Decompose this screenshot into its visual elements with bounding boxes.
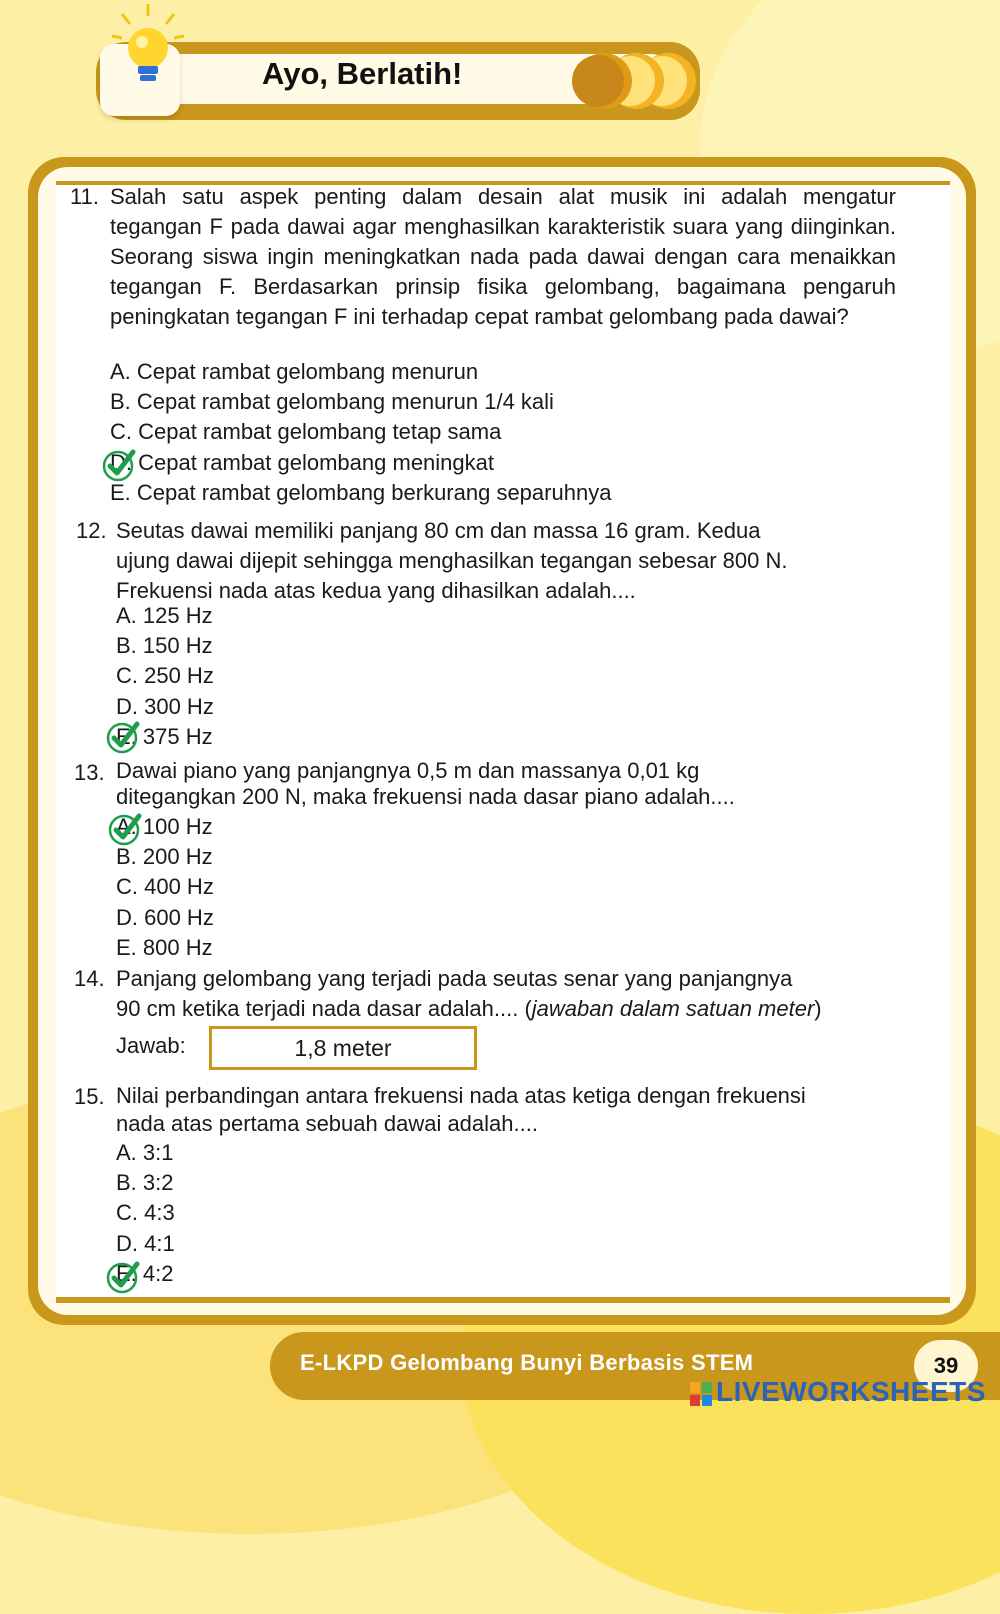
footer-title: E-LKPD Gelombang Bunyi Berbasis STEM	[300, 1350, 754, 1375]
option-d[interactable]: D. 4:1	[116, 1230, 175, 1256]
answer-label: Jawab:	[116, 1033, 186, 1058]
option-c[interactable]: C. Cepat rambat gelombang tetap sama	[110, 419, 502, 445]
question-number: 13.	[74, 760, 105, 785]
option-b[interactable]: B. Cepat rambat gelombang menurun 1/4 kali	[110, 389, 554, 415]
option-b[interactable]: B. 200 Hz	[116, 844, 213, 870]
question-number: 15.	[74, 1084, 105, 1109]
question-12	[76, 516, 946, 606]
options-q11	[110, 357, 611, 508]
question-14	[74, 964, 944, 1024]
coins-decoration	[572, 48, 702, 114]
question-13	[74, 758, 944, 810]
question-text-line: 90 cm ketika terjadi nada dasar adalah.... (jawaban dalam satuan meter)	[116, 996, 822, 1021]
option-e[interactable]: E. 4:2	[116, 1260, 174, 1286]
option-c[interactable]: C. 250 Hz	[116, 663, 214, 689]
lightbulb-icon	[108, 0, 188, 110]
option-e[interactable]: E. 800 Hz	[116, 934, 213, 960]
question-number: 14.	[74, 966, 105, 991]
option-c[interactable]: C. 400 Hz	[116, 874, 214, 900]
question-number: 11.	[70, 184, 99, 209]
page-title: Ayo, Berlatih!	[262, 56, 463, 91]
question-text-line: nada atas pertama sebuah dawai adalah....	[116, 1111, 538, 1136]
option-b[interactable]: B. 150 Hz	[116, 633, 213, 659]
option-a[interactable]: A. 3:1	[116, 1140, 174, 1165]
checkmark-icon	[102, 448, 136, 482]
liveworksheets-watermark: LIVEWORKSHEETS	[690, 1376, 986, 1408]
question-text-line: ditegangkan 200 N, maka frekuensi nada dasar piano adalah....	[116, 784, 735, 809]
checkmark-icon	[106, 720, 140, 754]
option-a[interactable]: A. 100 Hz	[116, 814, 213, 839]
checkmark-icon	[106, 1260, 140, 1294]
question-text-line: ujung dawai dijepit sehingga menghasilkan tegangan sebesar 800 N.	[116, 548, 788, 573]
option-e[interactable]: E. Cepat rambat gelombang berkurang separuhnya	[110, 479, 612, 505]
question-text-line: Nilai perbandingan antara frekuensi nada atas ketiga dengan frekuensi	[116, 1083, 806, 1108]
question-text-line: Dawai piano yang panjangnya 0,5 m dan massanya 0,01 kg	[116, 758, 700, 783]
question-15	[74, 1082, 944, 1138]
question-text-line: Frekuensi nada atas kedua yang dihasilkan adalah....	[116, 578, 636, 603]
option-a[interactable]: A. Cepat rambat gelombang menurun	[110, 359, 479, 384]
liveworksheets-logo-icon	[690, 1382, 712, 1406]
question-text-line: Seutas dawai memiliki panjang 80 cm dan massa 16 gram. Kedua	[116, 518, 761, 543]
option-d[interactable]: D. Cepat rambat gelombang meningkat	[110, 449, 494, 475]
option-e[interactable]: E. 375 Hz	[116, 723, 213, 749]
option-d[interactable]: D. 600 Hz	[116, 904, 214, 930]
page-number: 39	[914, 1340, 978, 1392]
question-text-line: Panjang gelombang yang terjadi pada seutas senar yang panjangnya	[116, 966, 793, 991]
option-b[interactable]: B. 3:2	[116, 1170, 174, 1196]
answer-input[interactable]: 1,8 meter	[209, 1026, 477, 1070]
question-text: Salah satu aspek penting dalam desain alat musik ini adalah mengatur tegangan F pada dawai agar menghasilkan karakteristik suara yang diinginkan. Seorang siswa ingin meningkatkan nada pada dawai dengan cara menaikkan tegangan F. Berdasarkan prinsip fisika gelombang, bagaimana pengaruh peningkatan tegangan F ini terhadap cepat rambat gelombang pada dawai?	[110, 184, 896, 329]
option-d[interactable]: D. 300 Hz	[116, 693, 214, 719]
checkmark-icon	[108, 812, 142, 846]
question-11	[70, 182, 896, 332]
option-a[interactable]: A. 125 Hz	[116, 603, 213, 628]
option-c[interactable]: C. 4:3	[116, 1200, 175, 1226]
question-number: 12.	[76, 518, 107, 543]
